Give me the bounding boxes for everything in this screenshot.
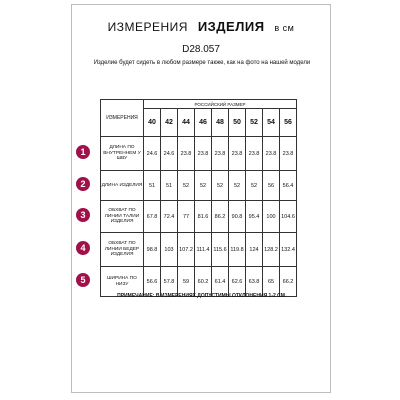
title-word-item: ИЗДЕЛИЯ xyxy=(197,19,265,34)
table-cell: 23.8 xyxy=(280,137,297,171)
table-cell: 51 xyxy=(161,171,178,201)
table-cell: 115.6 xyxy=(212,233,229,267)
table-cell: 124 xyxy=(246,233,263,267)
table-cell: 100 xyxy=(263,201,280,233)
table-cell: 23.8 xyxy=(195,137,212,171)
row-label: ДЛИНА ПО ВНУТРЕННЕМ У ШВУ xyxy=(101,137,144,171)
table-cell: 23.8 xyxy=(229,137,246,171)
table-cell: 61.4 xyxy=(212,267,229,297)
table-row xyxy=(101,171,297,201)
title-word-measurements: ИЗМЕРЕНИЯ xyxy=(107,20,188,34)
table-cell: 24.6 xyxy=(144,137,161,171)
table-cell: 111.4 xyxy=(195,233,212,267)
table-cell: 23.8 xyxy=(246,137,263,171)
size-header-cell: 56 xyxy=(280,109,297,137)
fit-description: Изделие будет сидеть в любом размере также, как на фото на нашей модели xyxy=(93,60,311,66)
table-row xyxy=(101,137,297,171)
size-header-cell: 40 xyxy=(144,109,161,137)
row-number-badge: 1 xyxy=(76,145,90,159)
table-cell: 65 xyxy=(263,267,280,297)
table-cell: 81.6 xyxy=(195,201,212,233)
table-cell: 56.6 xyxy=(144,267,161,297)
title-unit: в см xyxy=(274,23,295,33)
size-chart-sheet xyxy=(71,4,331,393)
table-cell: 77 xyxy=(178,201,195,233)
table-cell: 67.8 xyxy=(144,201,161,233)
row-label: ШИРИНА ПО НИЗУ xyxy=(101,267,144,297)
table-cell: 104.6 xyxy=(280,201,297,233)
table-cell: 90.8 xyxy=(229,201,246,233)
table-cell: 60.2 xyxy=(195,267,212,297)
table-cell: 51 xyxy=(144,171,161,201)
table-cell: 23.8 xyxy=(263,137,280,171)
table-cell: 59 xyxy=(178,267,195,297)
table-cell: 98.8 xyxy=(144,233,161,267)
table-cell: 23.8 xyxy=(212,137,229,171)
table-row xyxy=(101,201,297,233)
russian-size-header: РОССИЙСКИЙ РАЗМЕР xyxy=(144,100,297,109)
table-cell: 52 xyxy=(178,171,195,201)
table-cell: 119.8 xyxy=(229,233,246,267)
table-cell: 132.4 xyxy=(280,233,297,267)
measurement-note: ПРИМЕЧАНИЕ: В ИЗМЕРЕНИЯХ ДОПУСТИМЫ ОТКЛОНЕНИЯ 1-2 СМ xyxy=(117,293,285,299)
table-cell: 52 xyxy=(212,171,229,201)
table-corner-label: ИЗМЕРЕНИЯ xyxy=(101,100,144,137)
size-header-cell: 46 xyxy=(195,109,212,137)
row-number-badge: 4 xyxy=(76,241,90,255)
row-label: ОБХВАТ ПО ЛИНИИ ТАЛИИ ИЗДЕЛИЯ xyxy=(101,201,144,233)
size-header-cell: 50 xyxy=(229,109,246,137)
table-cell: 95.4 xyxy=(246,201,263,233)
table-cell: 57.8 xyxy=(161,267,178,297)
product-code: D28.057 xyxy=(182,44,220,55)
row-number-badge: 2 xyxy=(76,177,90,191)
row-label: ОБХВАТ ПО ЛИНИИ БЕДЕР ИЗДЕЛИЯ xyxy=(101,233,144,267)
table-cell: 56 xyxy=(263,171,280,201)
size-header-cell: 42 xyxy=(161,109,178,137)
page-title xyxy=(72,19,330,34)
table-cell: 63.8 xyxy=(246,267,263,297)
table-cell: 23.8 xyxy=(178,137,195,171)
table-cell: 72.4 xyxy=(161,201,178,233)
table-row xyxy=(101,233,297,267)
table-cell: 52 xyxy=(195,171,212,201)
size-header-cell: 44 xyxy=(178,109,195,137)
size-header-cell: 52 xyxy=(246,109,263,137)
size-header-cell: 54 xyxy=(263,109,280,137)
table-cell: 66.2 xyxy=(280,267,297,297)
size-table xyxy=(100,99,297,297)
row-number-badge: 5 xyxy=(76,273,90,287)
table-row xyxy=(101,267,297,297)
table-cell: 24.6 xyxy=(161,137,178,171)
table-cell: 128.2 xyxy=(263,233,280,267)
size-header-cell: 48 xyxy=(212,109,229,137)
table-cell: 86.2 xyxy=(212,201,229,233)
row-number-badge: 3 xyxy=(76,208,90,222)
table-cell: 103 xyxy=(161,233,178,267)
table-cell: 56.4 xyxy=(280,171,297,201)
table-cell: 52 xyxy=(229,171,246,201)
row-label: ДЛИНА ИЗДЕЛИЯ xyxy=(101,171,144,201)
table-cell: 107.2 xyxy=(178,233,195,267)
table-cell: 52 xyxy=(246,171,263,201)
table-cell: 62.6 xyxy=(229,267,246,297)
